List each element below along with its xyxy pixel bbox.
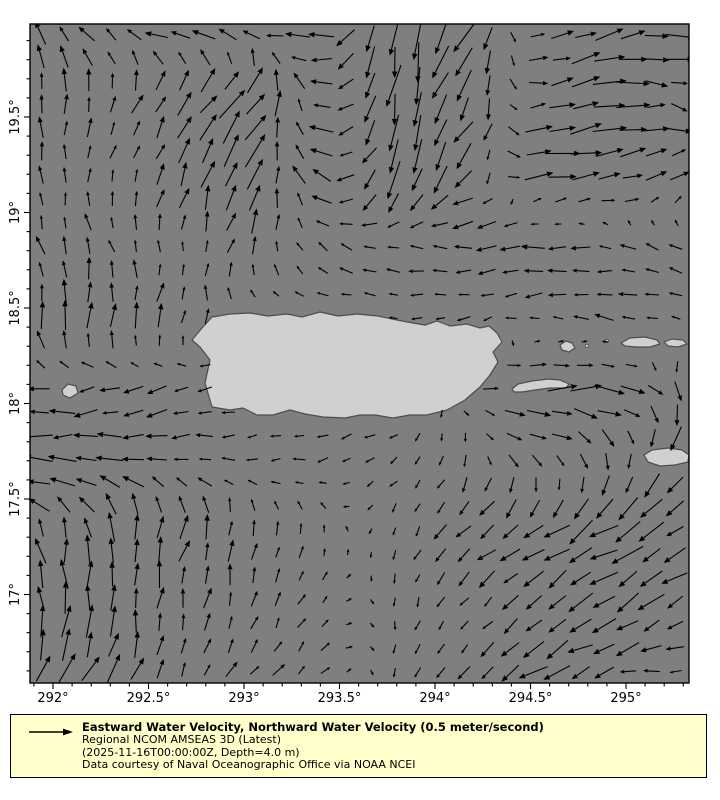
island-islet (585, 344, 588, 347)
legend-box (10, 714, 707, 778)
x-tick-label: 294° (419, 691, 451, 706)
legend-model: Regional NCOM AMSEAS 3D (Latest) (82, 733, 281, 746)
y-tick-label: 18.5° (8, 290, 23, 326)
reference-arrow-icon (28, 726, 76, 738)
x-tick-label: 294.5° (508, 691, 553, 706)
y-tick-label: 19° (8, 200, 23, 225)
y-tick-label: 19.5° (8, 99, 23, 135)
y-tick-label: 18° (8, 391, 23, 416)
y-tick-label: 17.5° (8, 481, 23, 517)
legend-text-block (82, 721, 544, 772)
x-tick-label: 293.5° (317, 691, 362, 706)
island-st-croix (644, 448, 689, 466)
legend-credit: Data courtesy of Naval Oceanographic Office via NOAA NCEI (82, 758, 416, 771)
x-tick-label: 295° (610, 691, 642, 706)
island-puerto-rico (192, 312, 502, 418)
x-tick-label: 293° (228, 691, 260, 706)
legend-time-depth: (2025-11-16T00:00:00Z, Depth=4.0 m) (82, 745, 300, 759)
y-tick-label: 17° (8, 582, 23, 607)
x-tick-label: 292° (37, 691, 69, 706)
x-tick-label: 292.5° (126, 691, 171, 706)
legend-title: Eastward Water Velocity, Northward Water Velocity (0.5 meter/second) (82, 720, 544, 734)
